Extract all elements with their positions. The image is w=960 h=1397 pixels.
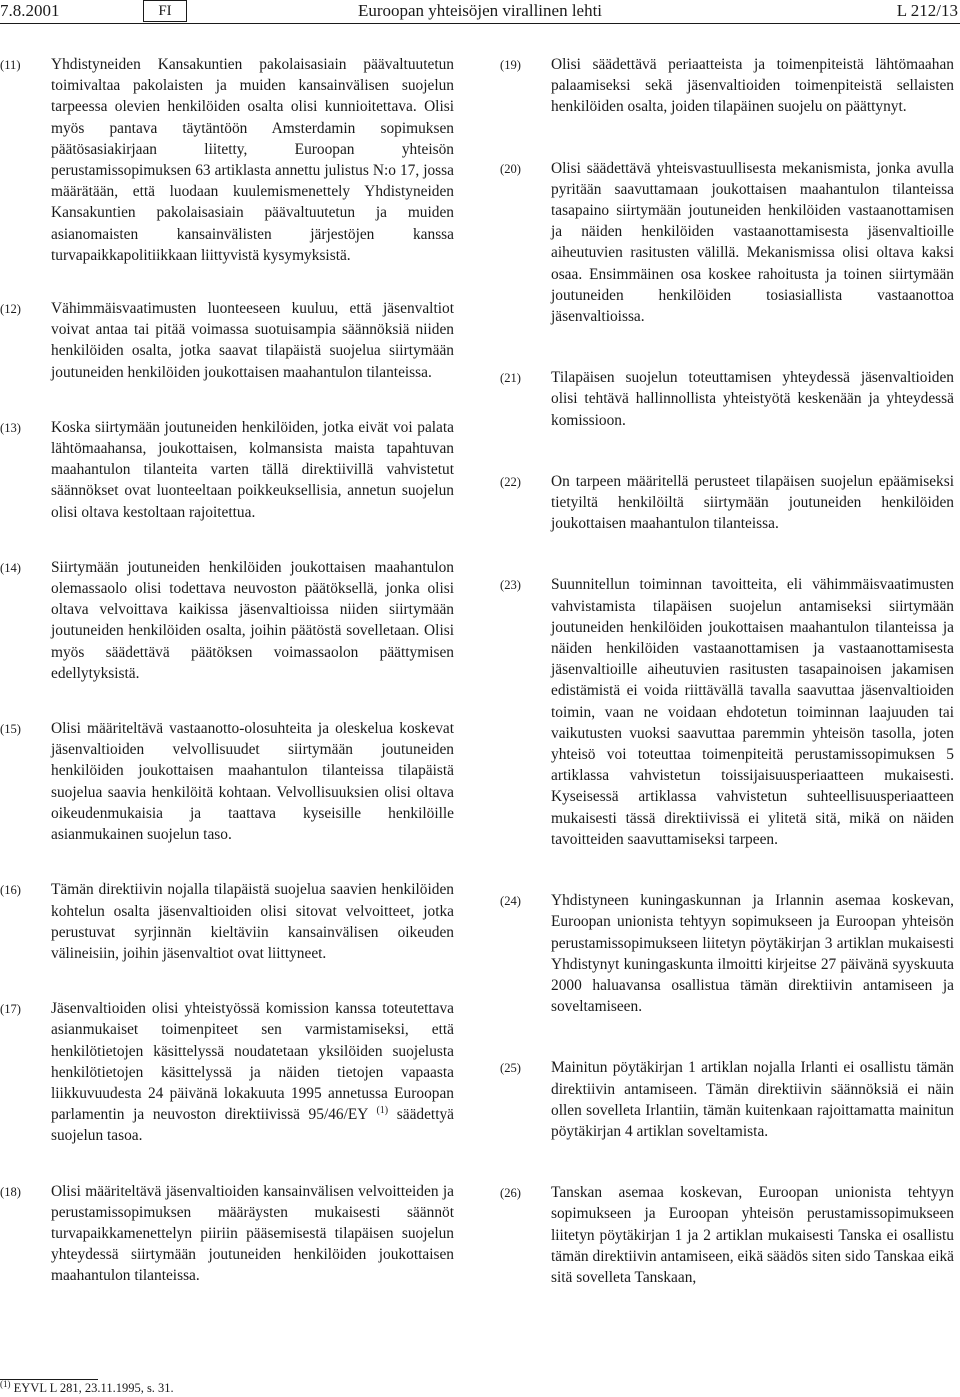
footnote-mark: (1): [0, 1378, 11, 1389]
recital-number: (18): [0, 1184, 21, 1199]
recital-text: Olisi määriteltävä vastaanotto-olosuhteita ja oleskelua koskevat jäsenvaltioiden velvollisuudet siirtymään joutuneiden henkilöiden joukottaisen maahantulon tilanteissa tilapäistä suojelua saavia henkilöitä kohtaan. Velvollisuuksien olisi oltava oikeudenmukaisia ja taattava kyseisille henkilöille asianmukainen suojelun taso.: [51, 720, 454, 844]
recital-text: Suunnitellun toiminnan tavoitteita, eli vähimmäisvaatimusten vahvistamista tilapäisen suojelun antamiseksi siirtymään joutuneiden henkilöiden joukottaisen maahantulon tilanteissa ja näiden henkilöiden vastaanottamisen ja vastaanottamisesta jäsenvaltioille aiheutuvien rasitusten tasapainoisen jakamisen edistämistä ei voida riittävällä tavalla saavuttaa jäsenvaltioiden toimin, vaan ne voidaan ehdotetun toiminnan laajuuden tai vaikutusten vuoksi saavuttaa paremmin yhteisön tasolla, joten yhteisö voi toteuttaa toimenpiteitä perustamissopimuksen 5 artiklassa vahvistetun toissijaisuusperiaatteen mukaisesti. Kyseisessä artiklassa vahvistetun suhteellisuusperiaatteen mukaisesti tässä direktiivissä ei ylitetä sitä, mikä on näiden tavoitteiden saavuttamiseksi tarpeen.: [551, 576, 954, 848]
recital-12: [0, 298, 454, 383]
recital-number: (14): [0, 560, 21, 575]
recital-11: [0, 54, 454, 266]
page-header: [0, 0, 960, 22]
recital-number: (12): [0, 302, 21, 317]
recital-text: Yhdistyneen kuningaskunnan ja Irlannin asemaa koskevan, Euroopan unionista tehtyyn sopimukseen ja Euroopan yhteisön perustamissopimukseen liitetyn pöytäkirjan 3 artiklan mukaisesti Yhdistynyt kuningaskunta ilmoitti kirjeitse 27 päivänä syyskuuta 2000 haluavansa osallistua tämän direktiivin antamiseen ja soveltamiseen.: [551, 892, 954, 1016]
recital-number: (22): [500, 474, 521, 489]
footnote-rule: [0, 1379, 98, 1380]
recital-text: Olisi määriteltävä jäsenvaltioiden kansainvälisen velvoitteiden ja perustamissopimuksen määräysten mukaisesti säännöt turvapaikkamenettelyn piiriin pääsemisestä tilapäisen suojelun yhteydessä siirtymään joutuneiden henkilöiden joukottaisen maahantulon tilanteissa.: [51, 1182, 454, 1285]
recital-number: (20): [500, 161, 521, 176]
recital-text: Koska siirtymään joutuneiden henkilöiden, jotka eivät voi palata lähtömaahansa, joukottaisen, kolmansista maista tapahtuvan maahantulon tilanteita varten tällä direktiivillä vahvistetut säännökset ovat luonteeltaan poikkeuksellisia, annetun suojelun olisi oltava kestoltaan rajoitettua.: [51, 418, 454, 521]
recital-text: Tilapäisen suojelun toteuttamisen yhteydessä jäsenvaltioiden olisi tehtävä hallinnollista yhteistyötä keskenään ja yhteydessä komissioon.: [551, 369, 954, 429]
recital-18: [0, 1181, 454, 1287]
recital-text-end: säädettyä suojelun tasoa.: [51, 1106, 455, 1145]
header-rule: [0, 23, 960, 24]
recital-text: Olisi säädettävä periaatteista ja toimenpiteistä lähtömaahan palaamiseksi sekä jäsenvaltioiden toimenpiteistä sellaisten henkilöiden osalta, joiden tilapäinen suojelu on päättynyt.: [551, 56, 954, 116]
recital-number: (21): [500, 371, 521, 386]
recital-number: (13): [0, 420, 21, 435]
footnote: [0, 1378, 174, 1396]
recital-text: Tämän direktiivin nojalla tilapäistä suojelua saavien henkilöiden kohtelun osalta jäsenvaltioiden olisi sitovat velvoitteet, jotka perustuvat syrjinnän kieltäviin kansainvälisen oikeuden välineisiin, joihin jäsenvaltiot ovat liittyneet.: [51, 881, 454, 962]
language-code-box: FI: [143, 0, 187, 22]
recital-number: (15): [0, 722, 21, 737]
recital-number: (26): [500, 1186, 521, 1201]
recital-25: [500, 1057, 954, 1142]
recital-text: Vähimmäisvaatimusten luonteeseen kuuluu, että jäsenvaltiot voivat antaa tai pitää voimassa suotuisampia säännöksiä niiden henkilöiden osalta, jotka saavat tilapäistä suojelua siirtymään joutuneiden henkilöiden joukottaisen maahantulon tilanteissa.: [51, 300, 454, 381]
recital-15: [0, 718, 454, 845]
footnote-text: EYVL L 281, 23.11.1995, s. 31.: [10, 1381, 174, 1395]
recital-text: [51, 998, 454, 1146]
recital-number: (23): [500, 578, 521, 593]
journal-title: Euroopan yhteisöjen virallinen lehti: [357, 1, 603, 20]
recital-text: Siirtymään joutuneiden henkilöiden joukottaisen maahantulon olemassaolo olisi todettava neuvoston päätöksellä, jonka olisi oltava velvoittava kaikissa jäsenvaltioissa niiden siirtymään joutuneiden henkilöiden osalta, joihin päätöstä sovelletaan. Olisi myös säädettävä päätöksen voimassaolon päättymisen edellytyksistä.: [51, 558, 454, 682]
recital-text: Yhdistyneiden Kansakuntien pakolaisasiain päävaltuutetun toimivaltaa pakolaisten ja muiden kansainvälisen suojelun tarpeessa olevien henkilöiden osalta olisi kunnioitettava. Olisi myös pantava täytäntöön Amsterdamin sopimuksen päätösasiakirjaan liitetty, Euroopan yhteisön perustamissopimuksen 63 artiklasta annettu julistus N:o 17, jossa määrätään, että luodaan kuulemismenettely Yhdistyneiden Kansakuntien pakolaisasiain päävaltuutetun ja muiden asianomaisten kansainvälisten järjestöjen kanssa turvapaikkapolitiikkaan liittyvistä kysymyksistä.: [51, 56, 454, 264]
recital-17: [0, 998, 454, 1146]
recital-14: [0, 557, 454, 684]
recital-text: Olisi säädettävä yhteisvastuullisesta mekanismista, jonka avulla pyritään saavuttamaan joukottaisen maahantulon tilanteissa tasapaino siirtymään joutuneiden henkilöiden vastaanottamisen ja näiden henkilöiden vastaanottamisesta jäsenvaltioille aiheutuvien rasitusten välillä. Mekanismissa olisi oltava kaksi osaa. Ensimmäinen osa koskee rahoitusta ja toinen siirtymään joutuneiden henkilöiden tosiasiallista vastaanottoa jäsenvaltioissa.: [551, 159, 954, 326]
recital-21: [500, 367, 954, 431]
recital-number: (16): [0, 883, 21, 898]
recital-20: [500, 158, 954, 328]
recital-26: [500, 1182, 954, 1288]
footnote-reference[interactable]: (1): [376, 1105, 389, 1116]
recital-text-main: Jäsenvaltioiden olisi yhteistyössä komission kanssa toteutettava asianmukaiset toimenpiteet sen varmistamiseksi, että henkilötietojen käsittelyssä noudatetaan yksilöiden suojelusta henkilötietojen käsittelyssä ja näiden tietojen vapaasta liikkuvuudesta 24 päivänä lokakuuta 1995 annetussa Euroopan parlamentin ja neuvoston direktiivissä 95/46/EY: [51, 1000, 454, 1124]
right-column: [500, 54, 954, 1288]
recital-text: Tanskan asemaa koskevan, Euroopan unionista tehtyyn sopimukseen ja Euroopan yhteisön perustamissopimukseen liitetyn pöytäkirjan 1 ja 2 artiklan mukaisesti Tanska ei osallistu tämän direktiivin antamiseen, eikä säädös siten sido Tanskaa eikä sitä sovelleta Tanskaan,: [551, 1184, 954, 1286]
left-column: [0, 54, 454, 1287]
recital-text: Mainitun pöytäkirjan 1 artiklan nojalla Irlanti ei osallistu tämän direktiivin antamiseen. Tämän direktiivin säännöksiä ei näin ollen sovelleta Irlantiin, tämän kuitenkaan rajoittamatta mainitun pöytäkirjan 4 artiklan soveltamista.: [551, 1059, 954, 1140]
recital-16: [0, 879, 454, 964]
recital-text: On tarpeen määritellä perusteet tilapäisen suojelun epäämiseksi tietyiltä henkilöiltä siirtymään joutuneiden henkilöiden joukottaisen maahantulon tilanteissa.: [551, 472, 954, 533]
recital-19: [500, 54, 954, 118]
recital-24: [500, 890, 954, 1017]
recital-22: [500, 471, 954, 535]
recital-number: (11): [0, 58, 21, 72]
recital-number: (25): [500, 1061, 521, 1076]
recital-number: (17): [0, 1002, 21, 1017]
recital-number: (24): [500, 894, 521, 909]
recital-number: (19): [500, 58, 521, 72]
publication-date: 7.8.2001: [0, 1, 60, 20]
recital-13: [0, 417, 454, 523]
page-reference: L 212/13: [896, 1, 958, 20]
recital-23: [500, 574, 954, 850]
